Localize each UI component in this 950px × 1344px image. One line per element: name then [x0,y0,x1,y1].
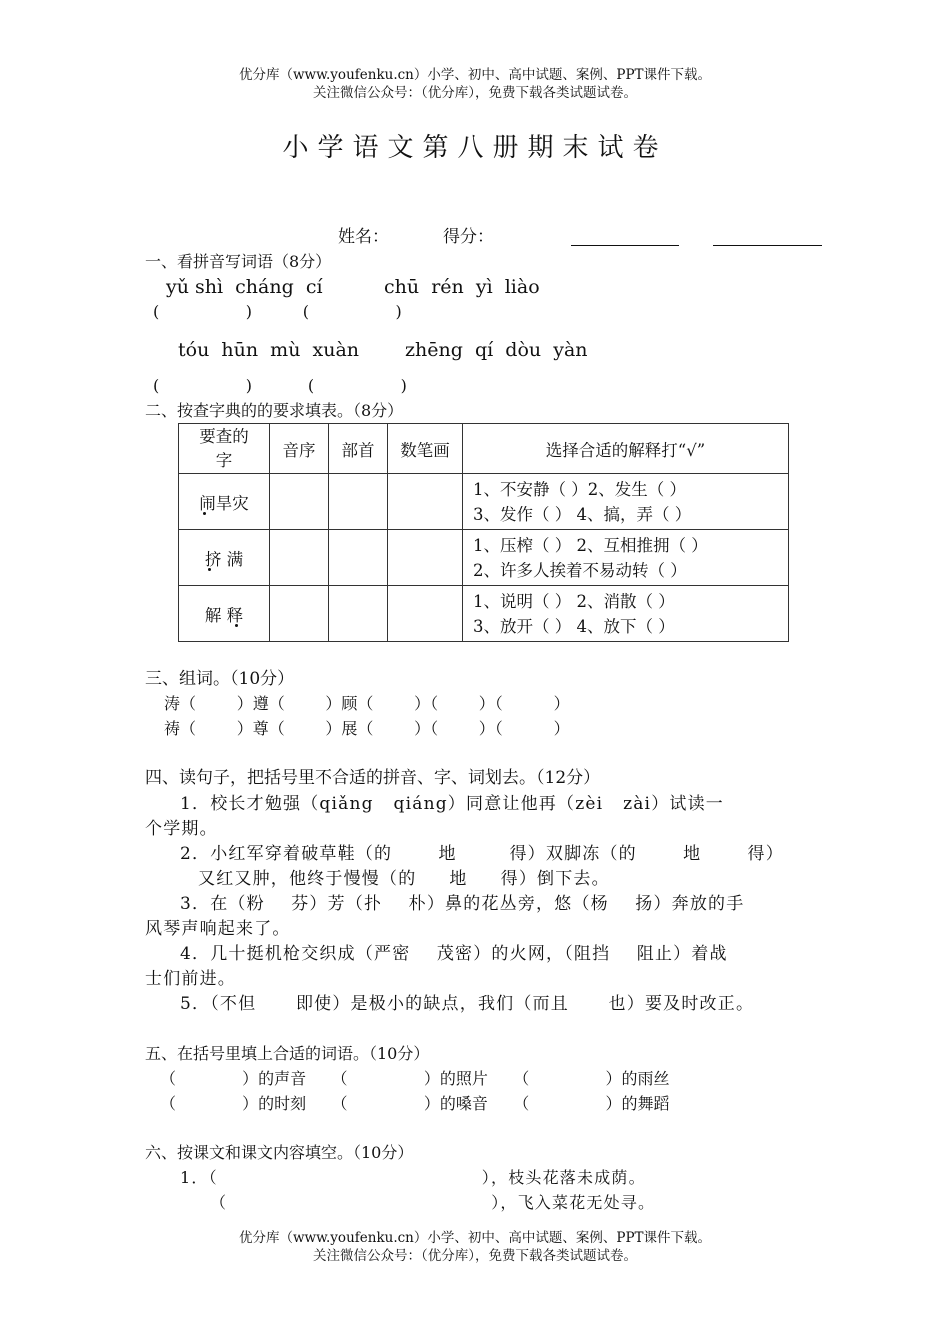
meaning-options[interactable] [463,586,789,642]
name-underline[interactable] [571,245,679,246]
pinyin-1b: chū rén yì liào [384,276,540,298]
col-header-char: 要查的字 [179,424,270,474]
fill-phrase-line-1[interactable]: （ ）的声音 （ ）的照片 （ ）的雨丝 [160,1069,670,1088]
col-header-strokes: 数笔画 [388,424,463,474]
footer-line-1: 优分库（www.youfenku.cn）小学、初中、高中试题、案例、PPT课件下载。 [238,1230,712,1246]
meaning-options[interactable] [463,474,789,530]
pinyin-2b: zhēng qí dòu yàn [405,339,588,361]
pinyin-1a: yǔ shì cháng cí [166,276,323,298]
header-line-1: 优分库（www.youfenku.cn）小学、初中、高中试题、案例、PPT课件下载。 [238,67,712,83]
footer-line-2: 关注微信公众号：（优分库），免费下载各类试题试卷。 [313,1248,637,1264]
sentence-line[interactable]: 3．在（粉 芬）芳（扑 朴）鼻的花丛旁，悠（杨 扬）奔放的手 [180,894,745,914]
word-group-line-2[interactable]: 祷（ ）尊（ ）展（ ）（ ）（ ） [164,719,570,738]
section-3-heading: 三、组词。（10分） [145,669,295,689]
section-6-heading: 六、按课文和课文内容填空。（10分） [145,1143,414,1162]
sentence-line[interactable]: 1．校长才勉强（qiǎng qiáng）同意让他再（zèi zài）试读一 [180,794,724,814]
score-label: 得分： [443,227,494,247]
fill-phrase-line-2[interactable]: （ ）的时刻 （ ）的嗓音 （ ）的舞蹈 [160,1094,670,1113]
cell-radical-input[interactable] [329,586,388,642]
cell-order-input[interactable] [270,586,329,642]
sentence-line[interactable]: 2．小红军穿着破草鞋（的 地 得）双脚冻（的 地 得） [180,844,784,864]
page-title: 小学语文第八册期末试卷 [282,133,668,163]
table-header-row [179,424,789,474]
sentence-line[interactable]: 士们前进。 [145,969,236,989]
col-header-meaning: 选择合适的解释打“√” [463,424,789,474]
sentence-line[interactable]: 5．（不但 即使）是极小的缺点，我们（而且 也）要及时改正。 [180,994,755,1014]
cell-strokes-input[interactable] [388,474,463,530]
word-group-line-1[interactable]: 涛（ ）遵（ ）顾（ ）（ ）（ ） [164,694,570,713]
sentence-line[interactable]: 4．几十挺机枪交织成（严密 茂密）的火网，（阻挡 阻止）着战 [180,944,728,964]
cell-radical-input[interactable] [329,474,388,530]
meaning-options[interactable] [463,530,789,586]
emphasis-dot [235,624,238,627]
pinyin-2a: tóu hūn mù xuàn [178,339,360,361]
row-word: 闹旱灾 [179,474,270,530]
section-2-heading: 二、按查字典的的要求填表。（8分） [145,401,404,420]
poem-fill-line-1[interactable]: 1．（ ），枝头花落未成荫。 [180,1168,646,1187]
col-header-order: 音序 [270,424,329,474]
table-row [179,586,789,642]
answer-blanks-2[interactable]: ( ) ( ) [153,376,407,395]
table-row [179,474,789,530]
header-line-2: 关注微信公众号：（优分库），免费下载各类试题试卷。 [313,85,637,101]
sentence-line[interactable]: 风琴声响起来了。 [145,919,291,939]
cell-strokes-input[interactable] [388,530,463,586]
cell-order-input[interactable] [270,474,329,530]
name-label: 姓名： [338,227,389,247]
option-line: 1、压榨（ ） 2、互相推拥（ ） [473,535,708,555]
emphasis-dot [208,568,211,571]
option-line: 1、不安静（ ）2、发生（ ） [473,479,686,499]
dictionary-table [178,423,789,642]
cell-strokes-input[interactable] [388,586,463,642]
option-line: 2、许多人挨着不易动转（ ） [473,560,687,580]
row-word: 解 释 [179,586,270,642]
section-5-heading: 五、在括号里填上合适的词语。（10分） [145,1044,430,1063]
cell-radical-input[interactable] [329,530,388,586]
cell-order-input[interactable] [270,530,329,586]
sentence-line[interactable]: 个学期。 [145,819,218,839]
emphasis-dot [203,512,206,515]
poem-fill-line-2[interactable]: （ ），飞入菜花无处寻。 [210,1193,656,1212]
option-line: 3、放开（ ） 4、放下（ ） [473,616,675,636]
option-line: 1、说明（ ） 2、消散（ ） [473,591,675,611]
score-underline[interactable] [713,245,822,246]
col-header-radical: 部首 [329,424,388,474]
section-4-heading: 四、读句子，把括号里不合适的拼音、字、词划去。（12分） [145,768,601,788]
table-row [179,530,789,586]
section-1-heading: 一、看拼音写词语（8分） [145,252,332,271]
sentence-line[interactable]: 又红又肿，他终于慢慢（的 地 得）倒下去。 [198,869,610,889]
option-line: 3、发作（ ） 4、搞，弄（ ） [473,504,692,524]
answer-blanks-1[interactable]: ( ) ( ) [153,302,402,321]
row-word: 挤 满 [179,530,270,586]
